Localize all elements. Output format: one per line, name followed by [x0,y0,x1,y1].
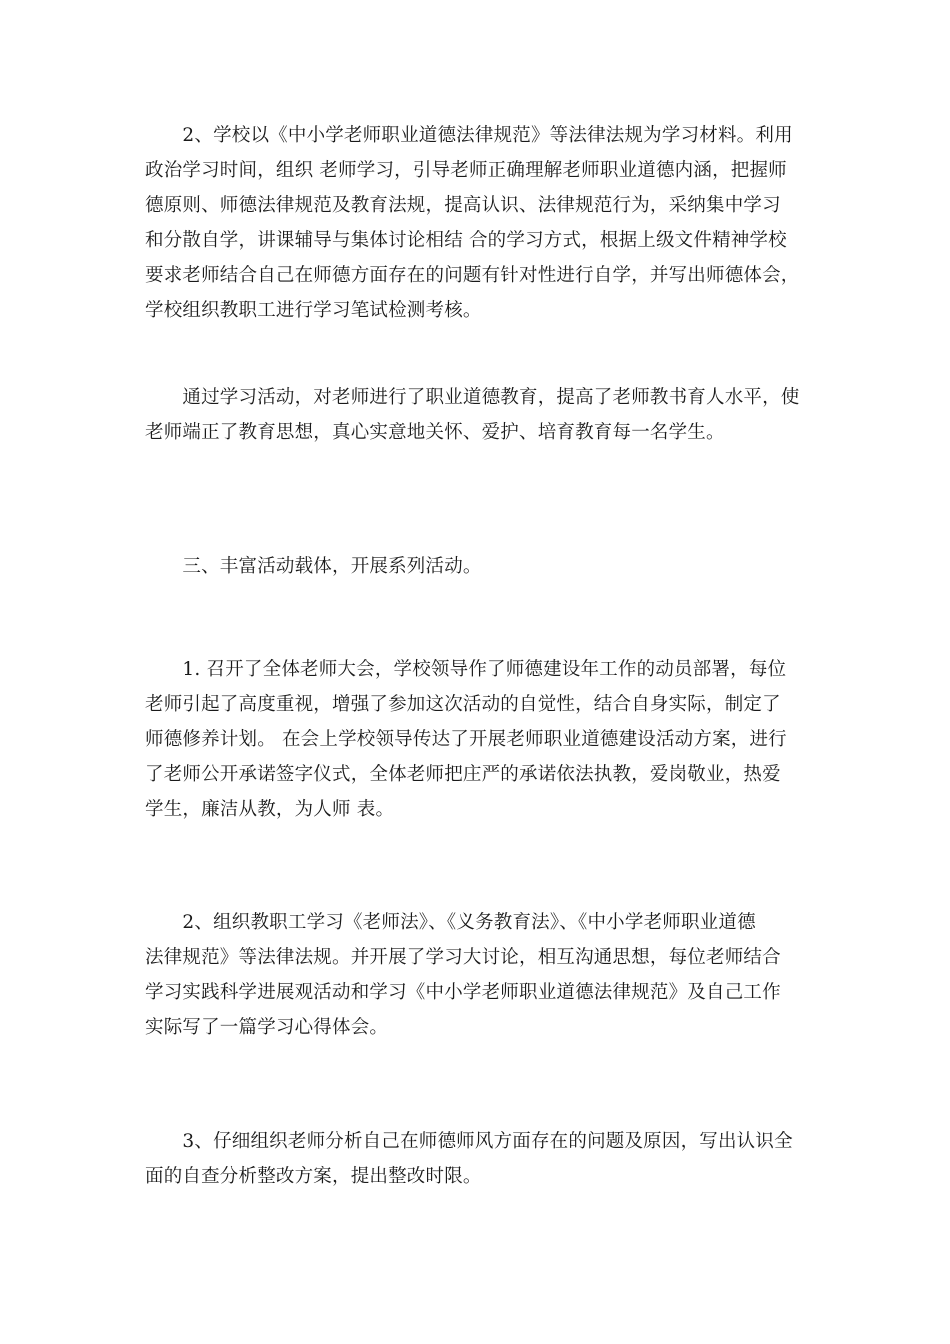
text-line: 政治学习时间，组织 老师学习，引导老师正确理解老师职业道德内涵，把握师 [145,160,787,181]
text-line: 学习实践科学进展观活动和学习《中小学老师职业道德法律规范》及自己工作 [145,982,781,1003]
text-line: 2、学校以《中小学老师职业道德法律规范》等法律法规为学习材料。利用 [145,125,793,146]
paragraph-staff-study [145,905,810,1045]
paragraph-teacher-meeting [145,652,810,827]
text-line: 法律规范》等法律法规。并开展了学习大讨论，相互沟通思想，每位老师结合 [145,947,781,968]
text-line: 和分散自学，讲课辅导与集体讨论相结 合的学习方式，根据上级文件精神学校 [145,230,787,251]
text-line: 1. 召开了全体老师大会，学校领导作了师德建设年工作的动员部署，每位 [145,659,787,680]
text-line: 了老师公开承诺签字仪式，全体老师把庄严的承诺依法执教，爱岗敬业，热爱 [145,764,781,785]
text-line: 老师端正了教育思想，真心实意地关怀、爱护、培育教育每一名学生。 [145,422,725,443]
paragraph-learning-results [145,380,810,450]
text-line: 要求老师结合自己在师德方面存在的问题有针对性进行自学，并写出师德体会， [145,265,800,286]
text-line: 师德修养计划。 在会上学校领导传达了开展老师职业道德建设活动方案，进行 [145,729,787,750]
text-line: 面的自查分析整改方案，提出整改时限。 [145,1166,482,1187]
text-line: 学生，廉洁从教，为人师 表。 [145,799,395,820]
text-line: 三、丰富活动载体，开展系列活动。 [145,556,482,577]
text-line: 老师引起了高度重视，增强了参加这次活动的自觉性，结合自身实际，制定了 [145,694,781,715]
text-line: 通过学习活动，对老师进行了职业道德教育，提高了老师教书育人水平，使 [145,387,800,408]
text-line: 2、组织教职工学习《老师法》、《义务教育法》、《中小学老师职业道德 [145,912,756,933]
text-line: 德原则、师德法律规范及教育法规，提高认识、法律规范行为，采纳集中学习 [145,195,781,216]
paragraph-self-analysis [145,1124,810,1194]
text-line: 3、仔细组织老师分析自己在师德师风方面存在的问题及原因，写出认识全 [145,1131,793,1152]
section-heading [145,549,810,584]
paragraph-study-materials [145,118,810,328]
text-line: 实际写了一篇学习心得体会。 [145,1017,389,1038]
text-line: 学校组织教职工进行学习笔试检测考核。 [145,300,482,321]
